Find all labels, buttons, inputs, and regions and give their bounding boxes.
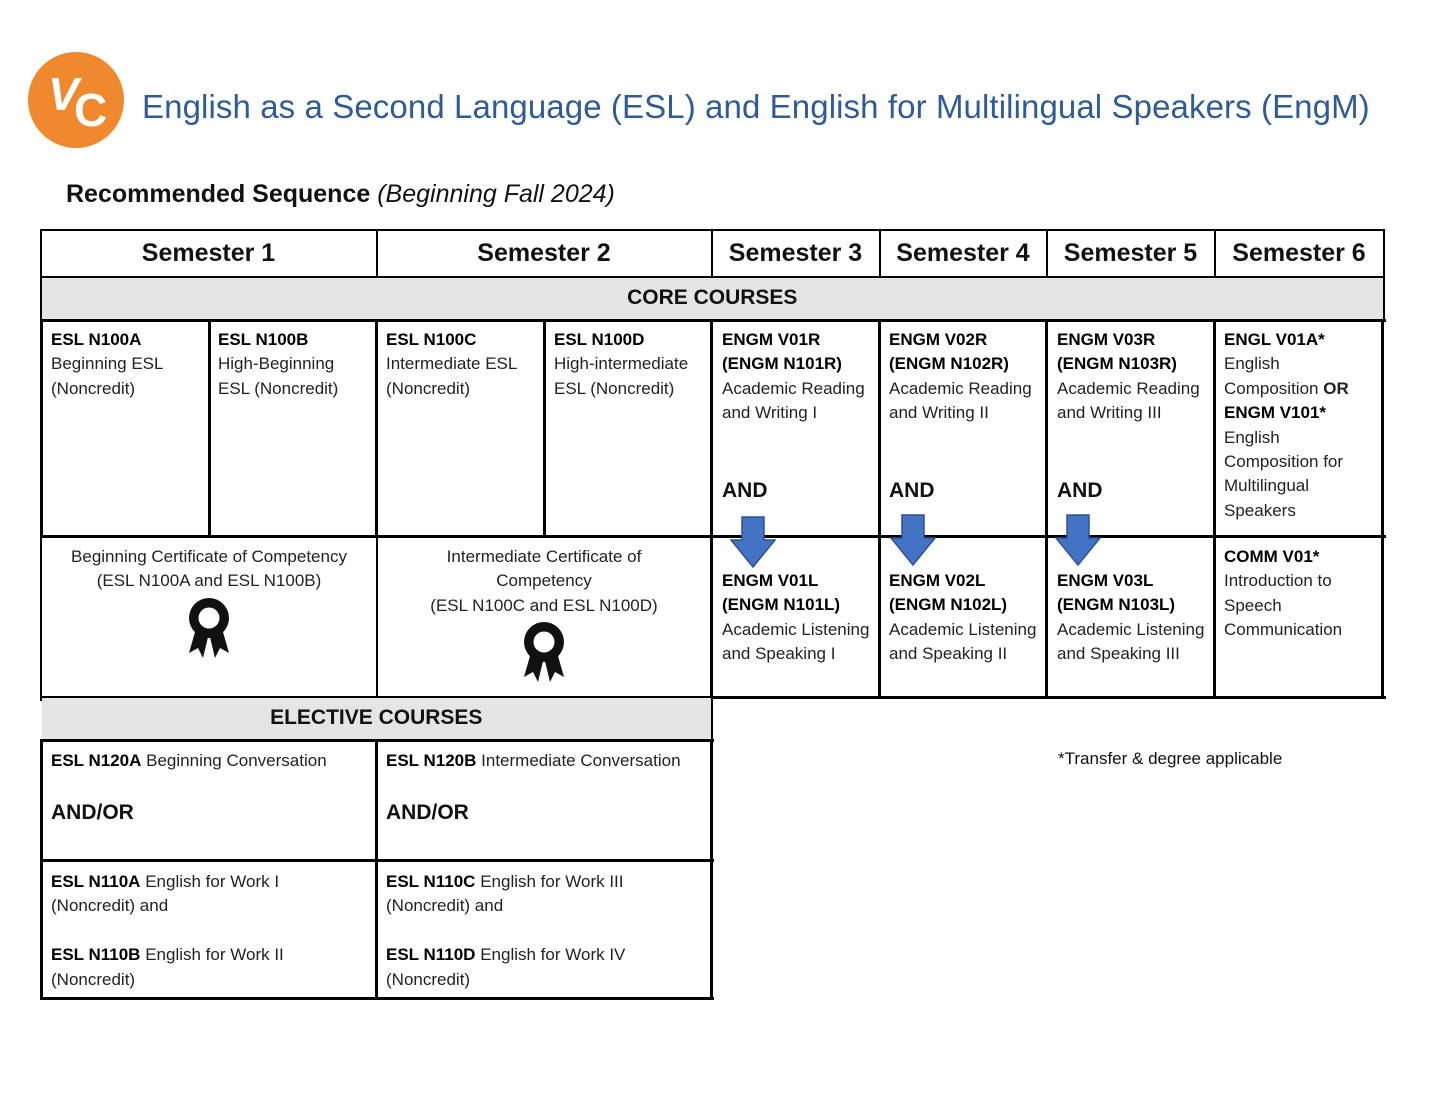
course-esl-n100a bbox=[51, 328, 201, 401]
course-note: (Noncredit) bbox=[386, 969, 471, 989]
down-arrow-icon bbox=[1055, 514, 1101, 566]
and-label: AND bbox=[722, 479, 768, 502]
certificate-courses: (ESL N100C and ESL N100D) bbox=[430, 595, 658, 615]
course-code: ENGM V02L (ENGM N102L) bbox=[889, 571, 1008, 615]
course-engm-v03r bbox=[1057, 328, 1207, 426]
course-desc: Introduction to Speech Communication bbox=[1224, 571, 1343, 640]
beginning-certificate bbox=[44, 545, 374, 594]
course-desc: Academic Listening and Speaking II bbox=[889, 619, 1037, 664]
page-title: English as a Second Language (ESL) and English for Multilingual Speakers (EngM) bbox=[142, 88, 1370, 125]
certificate-name: Intermediate Certificate of Competency bbox=[446, 547, 642, 591]
course-esl-n100d bbox=[554, 328, 704, 401]
course-code: ESL N120B bbox=[386, 751, 477, 770]
ribbon-award-icon bbox=[186, 597, 232, 659]
course-code: ESL N110A bbox=[51, 872, 141, 891]
course-desc: English Composition for Multilingual Speakers bbox=[1224, 427, 1344, 520]
course-note: (Noncredit) and bbox=[386, 896, 504, 916]
course-desc: Beginning Conversation bbox=[146, 751, 327, 770]
course-code: ESL N100A bbox=[51, 330, 142, 349]
course-desc: Academic Listening and Speaking I bbox=[722, 619, 870, 664]
course-esl-n100c bbox=[386, 328, 536, 401]
certificate-name: Beginning Certificate of Competency bbox=[71, 547, 347, 566]
course-code: ESL N100B bbox=[218, 330, 309, 349]
course-code: ESL N100D bbox=[554, 330, 645, 349]
sequence-heading bbox=[66, 180, 615, 209]
course-esl-n110c-n110d bbox=[386, 870, 706, 992]
course-code: ENGL V01A* bbox=[1224, 330, 1325, 349]
course-semester-6-composition bbox=[1224, 328, 1376, 523]
course-esl-n110a-n110b bbox=[51, 870, 371, 992]
course-esl-n120b bbox=[386, 749, 706, 773]
ribbon-award-icon bbox=[521, 621, 567, 683]
course-code: ESL N110D bbox=[386, 945, 476, 965]
course-desc: English for Work I bbox=[145, 872, 280, 891]
course-desc: High-intermediate ESL (Noncredit) bbox=[554, 354, 689, 398]
course-note: (Noncredit) and bbox=[51, 896, 169, 916]
svg-text:V: V bbox=[48, 68, 79, 120]
course-desc: Intermediate ESL (Noncredit) bbox=[386, 354, 517, 398]
course-engm-v01l bbox=[722, 569, 874, 667]
course-note: (Noncredit) bbox=[51, 969, 136, 989]
intermediate-certificate bbox=[378, 545, 710, 618]
course-desc: Academic Listening and Speaking III bbox=[1057, 619, 1205, 664]
down-arrow-icon bbox=[890, 514, 936, 566]
course-code: ESL N110B bbox=[51, 945, 141, 965]
course-desc: English for Work III bbox=[480, 872, 624, 891]
course-code: ENGM V02R (ENGM N102R) bbox=[889, 330, 1009, 374]
course-desc: Beginning ESL (Noncredit) bbox=[51, 354, 163, 398]
course-comm-v01 bbox=[1224, 545, 1376, 643]
or-label: OR bbox=[1323, 378, 1349, 398]
core-courses-heading: CORE COURSES bbox=[42, 278, 1384, 320]
course-engm-v01r bbox=[722, 328, 872, 426]
course-desc: High-Beginning ESL (Noncredit) bbox=[218, 354, 339, 398]
vc-logo bbox=[28, 52, 124, 148]
semester-6-header: Semester 6 bbox=[1232, 238, 1366, 267]
certificate-courses: (ESL N100A and ESL N100B) bbox=[96, 571, 322, 591]
and-label: AND bbox=[1057, 479, 1103, 502]
course-desc: Academic Reading and Writing I bbox=[722, 378, 865, 423]
course-code: ENGM V03L (ENGM N103L) bbox=[1057, 571, 1176, 615]
course-desc: Intermediate Conversation bbox=[481, 751, 681, 770]
course-code: ESL N110C bbox=[386, 872, 476, 891]
course-engm-v03l bbox=[1057, 569, 1209, 667]
course-engm-v02r bbox=[889, 328, 1039, 426]
course-desc: English Composition bbox=[1224, 354, 1319, 398]
course-desc: Academic Reading and Writing II bbox=[889, 378, 1032, 423]
course-desc: English for Work IV bbox=[480, 945, 626, 965]
andor-label: AND/OR bbox=[386, 801, 469, 824]
footnote: *Transfer & degree applicable bbox=[1058, 749, 1283, 768]
course-code: COMM V01* bbox=[1224, 547, 1320, 566]
semester-5-header: Semester 5 bbox=[1063, 238, 1198, 267]
course-desc: English for Work II bbox=[145, 945, 284, 965]
course-desc: Academic Reading and Writing III bbox=[1057, 378, 1200, 423]
course-code: ENGM V01R (ENGM N101R) bbox=[722, 330, 842, 374]
course-esl-n100b bbox=[218, 328, 368, 401]
course-code: ESL N100C bbox=[386, 330, 477, 349]
course-code: ENGM V03R (ENGM N103R) bbox=[1057, 330, 1177, 374]
course-engm-v02l bbox=[889, 569, 1041, 667]
elective-courses-heading: ELECTIVE COURSES bbox=[42, 698, 712, 740]
sequence-note: (Beginning Fall 2024) bbox=[377, 180, 615, 208]
semester-4-header: Semester 4 bbox=[896, 238, 1030, 267]
semester-2-header: Semester 2 bbox=[477, 238, 611, 267]
down-arrow-icon bbox=[730, 516, 776, 568]
semester-3-header: Semester 3 bbox=[728, 238, 863, 267]
svg-text:C: C bbox=[74, 84, 108, 136]
course-code: ESL N120A bbox=[51, 751, 142, 770]
course-code: ENGM V01L (ENGM N101L) bbox=[722, 571, 841, 615]
andor-label: AND/OR bbox=[51, 801, 134, 824]
sequence-label: Recommended Sequence bbox=[66, 180, 371, 208]
semester-1-header: Semester 1 bbox=[141, 238, 276, 267]
course-code: ENGM V101* bbox=[1224, 403, 1327, 423]
course-esl-n120a bbox=[51, 749, 371, 773]
and-label: AND bbox=[889, 479, 935, 502]
